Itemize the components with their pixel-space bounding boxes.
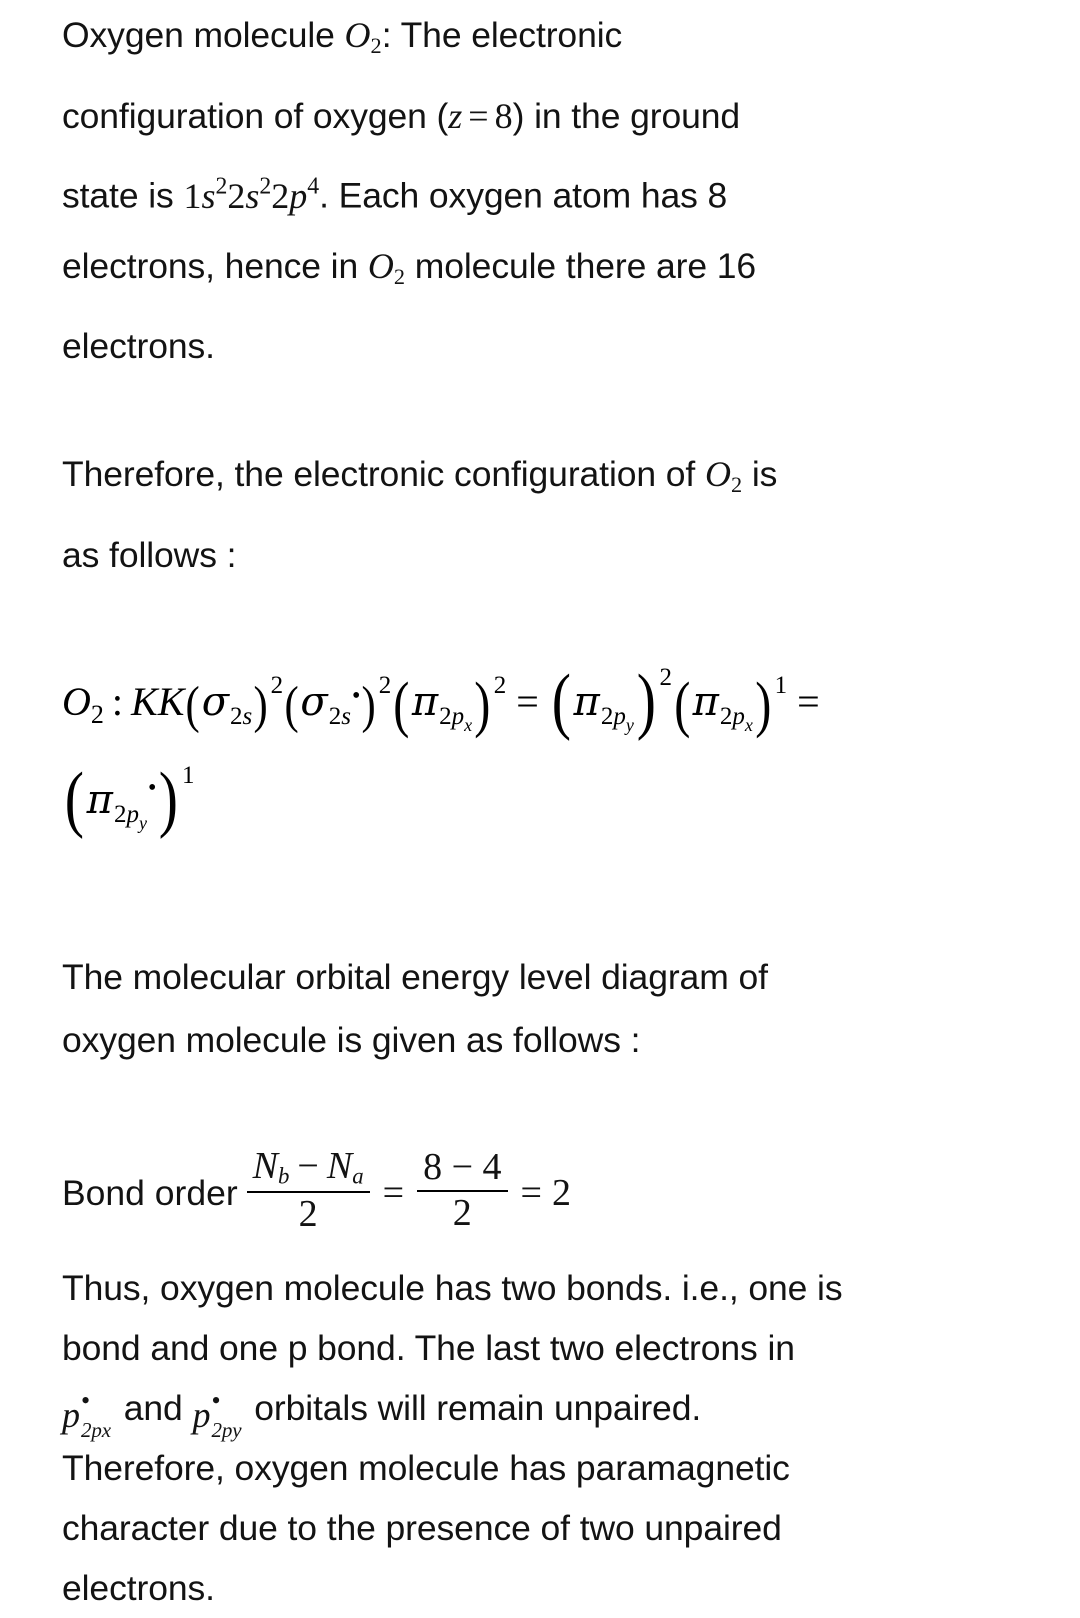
bond-order-fraction-numeric — [417, 1148, 507, 1234]
mo-configuration-equation-line-2: (π2py•) 1 — [64, 758, 195, 841]
o2-symbol: O — [344, 15, 371, 55]
paragraph-conclusion-line-6: electrons. — [62, 1568, 215, 1609]
antibonding-dot-icon: • — [351, 683, 361, 710]
text-run: molecule there are 16 — [405, 245, 757, 286]
text-run: . Each oxygen atom has 8 — [319, 175, 728, 216]
fraction-denominator: 2 — [247, 1191, 370, 1235]
text-run: : The electronic — [381, 15, 623, 55]
exponent: 1 — [182, 762, 195, 790]
equals-sign: = — [516, 679, 539, 725]
exponent: 2 — [659, 664, 672, 692]
text-run: state is — [62, 175, 184, 216]
paragraph-intro — [62, 0, 1040, 381]
pi-2py-antibonding: π2py — [86, 777, 147, 834]
colon-separator: : — [111, 679, 124, 725]
paragraph-conclusion-line-3 — [62, 1378, 1040, 1443]
na-symbol: N — [326, 1145, 353, 1188]
paragraph-config-lead — [62, 439, 1040, 590]
equals-sign: = — [468, 95, 489, 136]
text-run: ) in the ground — [512, 95, 741, 136]
pi-2py-bonding: π2py — [573, 679, 634, 736]
exponent: 1 — [774, 672, 788, 700]
electron-config-1s22s22p4: $1s^22s^22p^4$ — [183, 172, 320, 216]
z-symbol: z — [448, 95, 463, 136]
paragraph-intro-line-4 — [62, 231, 1040, 312]
paragraph-diagram-lead-line-1: The molecular orbital energy level diagram of — [62, 957, 768, 998]
equals-sign: = — [797, 679, 820, 725]
bond-order-result: 2 — [551, 1172, 571, 1215]
unpaired-dot-icon: • — [211, 1386, 221, 1416]
sigma-2s-bonding: σ2s — [201, 679, 253, 731]
paragraph-config-lead-line-2: as follows : — [62, 535, 237, 576]
o2-subscript: 2 — [730, 472, 743, 498]
exponent: 2 — [270, 672, 284, 700]
fraction-numerator: 8 − 4 — [423, 1146, 502, 1189]
fraction-denominator: 2 — [417, 1190, 507, 1234]
o2-symbol: O — [704, 454, 731, 495]
spacer — [62, 590, 1040, 664]
text-run: electrons, hence in — [62, 245, 368, 286]
p-symbol: p — [192, 1395, 211, 1436]
spacer — [62, 1072, 1040, 1128]
o2-formula — [704, 454, 743, 498]
na-subscript: a — [352, 1164, 364, 1190]
kk-core-shell: KK — [131, 679, 185, 725]
spacer — [62, 866, 1040, 946]
nb-subscript: b — [278, 1164, 290, 1190]
mo-configuration-equation-line-1: $O_2$ : KK(σ2s) 2(σ2s•) 2(π2px) 2 = (π2py) 2(π2px) 1 = — [62, 660, 820, 743]
text-run: and — [114, 1388, 193, 1429]
paragraph-conclusion-line-5: character due to the presence of two unpaired — [62, 1508, 782, 1549]
bond-order-expression — [62, 1128, 1040, 1258]
p-2px-orbital — [62, 1386, 114, 1443]
text-run: is — [742, 454, 778, 495]
paragraph-conclusion-line-2: bond and one p bond. The last two electrons in — [62, 1328, 795, 1369]
z-variable — [448, 96, 462, 136]
pi-2px-bonding-single: π2px — [692, 679, 753, 736]
equation-label: O — [62, 679, 91, 725]
text-run: configuration of oxygen ( — [62, 95, 449, 136]
o2-formula — [367, 245, 406, 289]
p-subscript: 2py — [211, 1418, 242, 1443]
paragraph-intro-line-5: electrons. — [62, 326, 215, 367]
minus-sign: − — [297, 1145, 319, 1188]
paragraph-intro-line-1 — [62, 0, 1040, 81]
paragraph-intro-line-2 — [62, 81, 1040, 151]
paragraph-conclusion-line-1: Thus, oxygen molecule has two bonds. i.e., one is — [62, 1268, 843, 1309]
pi-2px-bonding: π2px — [411, 679, 473, 736]
p-subscript: 2px — [81, 1418, 112, 1443]
bond-order-label: Bond order — [62, 1172, 238, 1213]
paragraph-diagram-lead-line-2: oxygen molecule is given as follows : — [62, 1020, 641, 1061]
text-run: Oxygen molecule — [62, 15, 345, 55]
paragraph-config-lead-line-1 — [62, 439, 1040, 520]
unpaired-dot-icon: • — [81, 1386, 91, 1416]
p-2py-orbital — [192, 1386, 244, 1443]
text-run: orbitals will remain unpaired. — [244, 1388, 702, 1429]
bond-order-fraction-general — [247, 1147, 370, 1235]
o2-subscript: 2 — [393, 263, 406, 289]
paragraph-intro-line-3 — [62, 151, 1040, 231]
equals-sign: = — [382, 1172, 405, 1215]
o2-formula — [344, 15, 382, 58]
paragraph-conclusion — [62, 1258, 1040, 1618]
exponent: 2 — [493, 672, 507, 700]
text-run: Therefore, the electronic configuration of — [62, 454, 705, 495]
z-value: 8 — [494, 95, 513, 136]
nb-symbol: N — [252, 1145, 279, 1188]
paragraph-diagram-lead — [62, 946, 1040, 1072]
o2-symbol: O — [367, 245, 394, 286]
paragraph-conclusion-line-4: Therefore, oxygen molecule has paramagnetic — [62, 1448, 790, 1489]
p-symbol: p — [62, 1395, 80, 1436]
spacer — [62, 381, 1040, 439]
equation-label-subscript: 2 — [90, 700, 104, 730]
o2-subscript: 2 — [370, 32, 382, 58]
fraction-numerator — [247, 1147, 370, 1191]
exponent: 2 — [378, 672, 392, 700]
equals-sign: = — [520, 1172, 542, 1215]
sigma-2s-antibonding: σ2s — [300, 679, 351, 731]
antibonding-dot-icon: • — [147, 775, 157, 802]
